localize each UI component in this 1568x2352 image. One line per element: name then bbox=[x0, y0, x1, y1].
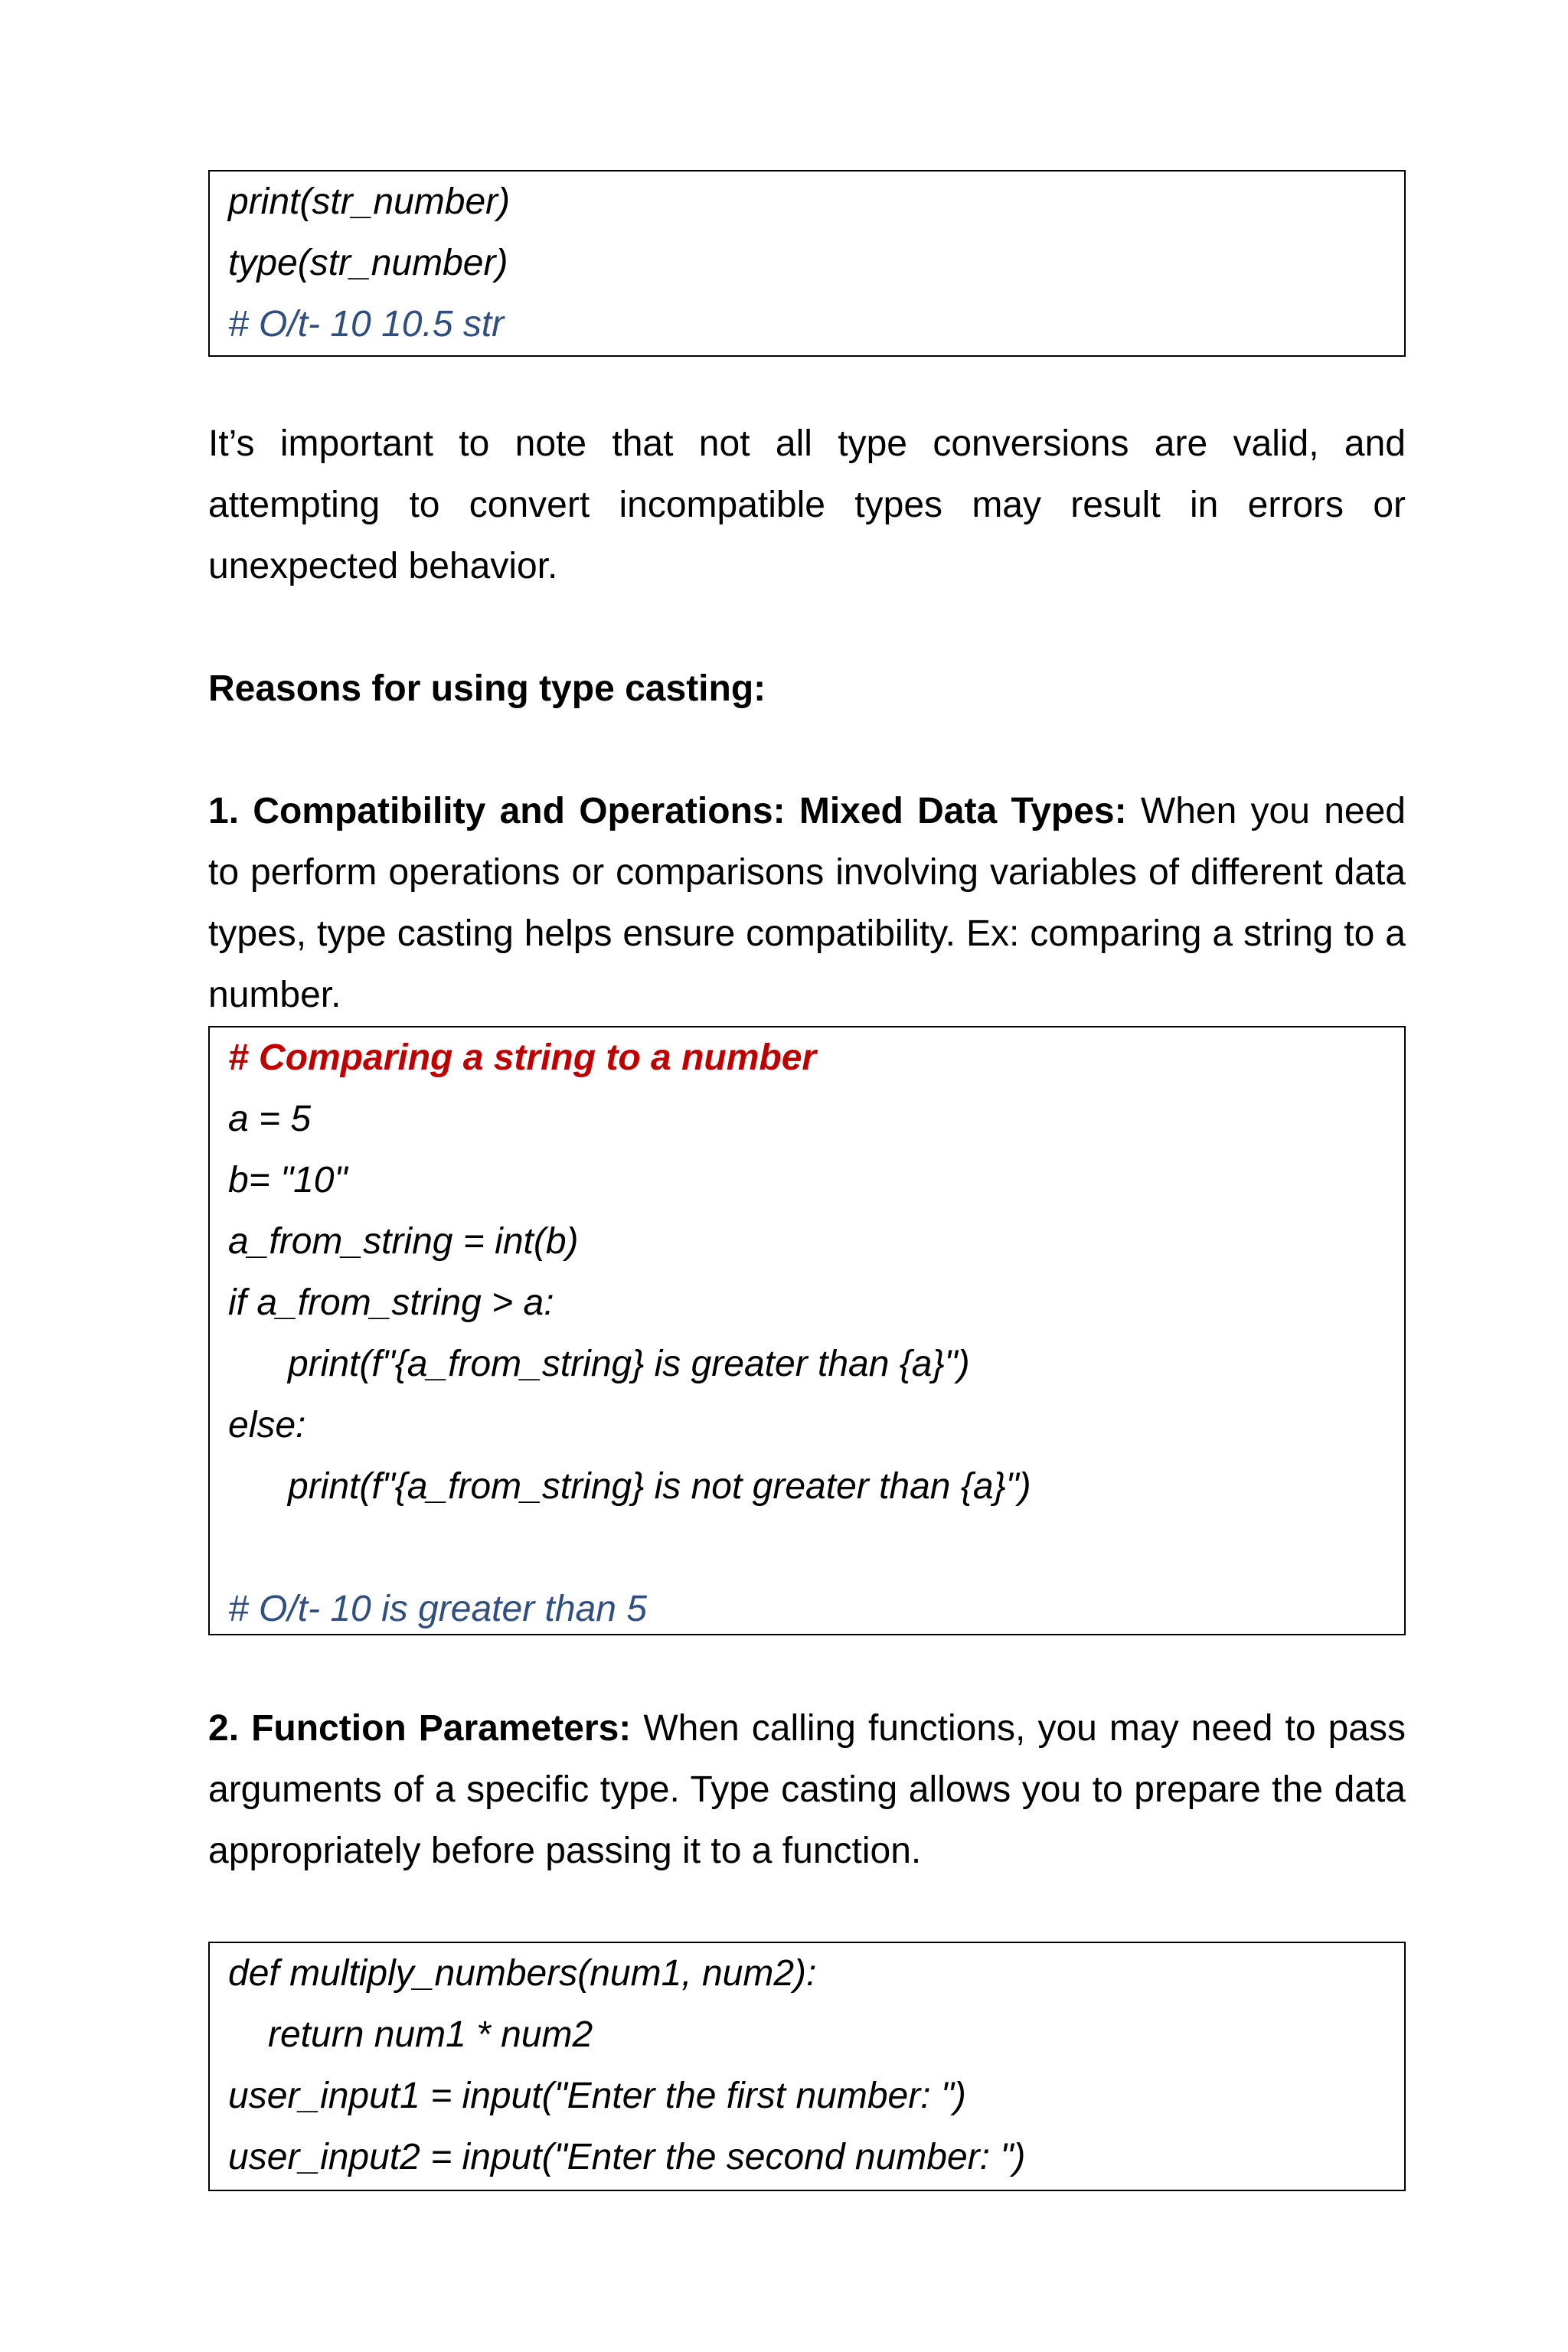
code-block-compare bbox=[208, 1026, 1406, 1635]
heading-comment: # Comparing a string to a number bbox=[228, 1037, 817, 1078]
paragraph-body: When calling functions, you may need to pass arguments of a specific type. Type casting allows you to prepare the data appropriately before passing it to a function. bbox=[208, 1708, 1406, 1871]
paragraph-body: When you need to perform operations or comparisons involving variables of different data types, type casting helps ensure compatibility. Ex: comparing a string to a number. bbox=[208, 791, 1406, 1015]
code-line: user_input1 = input("Enter the first number: ") bbox=[228, 2076, 966, 2116]
code-line: print(f"{a_from_string} is not greater than {a}") bbox=[288, 1466, 1031, 1507]
output-comment: # O/t- 10 10.5 str bbox=[228, 304, 505, 345]
code-line: print(str_number) bbox=[228, 181, 511, 222]
code-line: return num1 * num2 bbox=[268, 2014, 593, 2055]
code-line: else: bbox=[228, 1405, 306, 1446]
code-line: a_from_string = int(b) bbox=[228, 1221, 579, 1262]
section-heading: Reasons for using type casting: bbox=[208, 668, 766, 709]
paragraph-bold-lead: 1. Compatibility and Operations: Mixed Data Types: bbox=[208, 791, 1127, 831]
paragraph-function-params bbox=[208, 1698, 1406, 1882]
code-line-blank bbox=[228, 1517, 1404, 1579]
code-line: b= "10" bbox=[228, 1160, 348, 1200]
paragraph-note: It’s important to note that not all type conversions are valid, and attempting to convert incompatible types may result in errors or unexpected behavior. bbox=[208, 423, 1406, 586]
paragraph-bold-lead: 2. Function Parameters: bbox=[208, 1708, 632, 1749]
code-line: print(f"{a_from_string} is greater than {a}") bbox=[288, 1344, 970, 1384]
code-line: type(str_number) bbox=[228, 243, 508, 283]
code-line: a = 5 bbox=[228, 1099, 312, 1139]
code-line: def multiply_numbers(num1, num2): bbox=[228, 1953, 817, 1994]
code-line: if a_from_string > a: bbox=[228, 1282, 554, 1323]
code-block-str-number bbox=[208, 170, 1406, 357]
code-line: user_input2 = input("Enter the second number: ") bbox=[228, 2137, 1026, 2177]
output-comment: # O/t- 10 is greater than 5 bbox=[228, 1589, 647, 1629]
paragraph-compatibility bbox=[208, 781, 1406, 1026]
code-block-multiply bbox=[208, 1942, 1406, 2191]
